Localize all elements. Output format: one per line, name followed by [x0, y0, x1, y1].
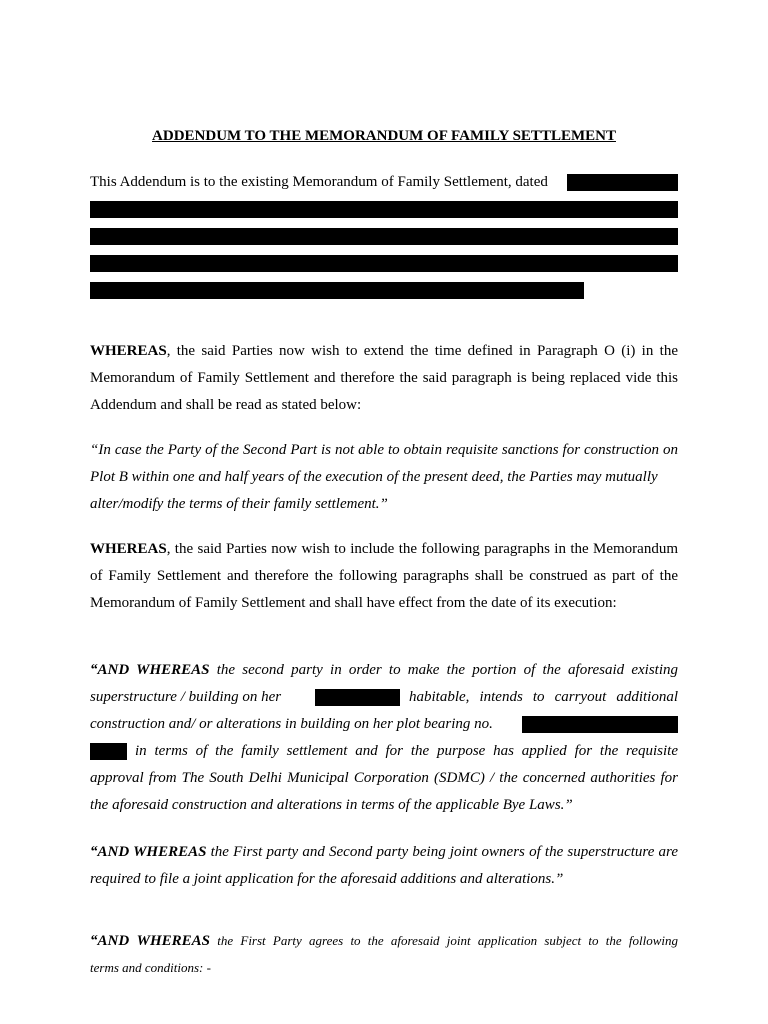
whereas-paragraph-1-line-2: Memorandum of Family Settlement and therefore the said paragraph is being replaced vide this	[90, 370, 678, 386]
redaction-bar	[567, 174, 678, 191]
whereas-paragraph-1-line-1	[90, 343, 678, 360]
clause-text: the First party and Second party being joint owners of the superstructure are	[206, 844, 678, 860]
quoted-clause-2-line-4: in terms of the family settlement and for the purpose has applied for the requisite	[135, 743, 678, 759]
quoted-clause-3-line-1	[90, 844, 678, 861]
redaction-bar	[522, 716, 678, 733]
whereas-paragraph-2-line-2: of Family Settlement and therefore the following paragraphs shall be construed as part of the	[90, 568, 678, 584]
quoted-clause-2-line-2b: habitable, intends to carryout additional	[409, 689, 678, 705]
paragraph-text: , the said Parties now wish to include the following paragraphs in the Memorandum	[166, 541, 678, 557]
quoted-clause-2-line-3: construction and/ or alterations in building on her plot bearing no.	[90, 716, 493, 732]
redaction-bar	[90, 282, 584, 299]
and-whereas-label: “AND WHEREAS	[90, 844, 207, 860]
and-whereas-label: “AND WHEREAS	[90, 662, 210, 678]
clause-text: the First Party agrees to the aforesaid joint application subject to the following	[210, 933, 678, 948]
clause-text: the second party in order to make the portion of the aforesaid existing	[209, 662, 679, 678]
and-whereas-label: “AND WHEREAS	[90, 933, 211, 949]
whereas-label: WHEREAS	[90, 343, 167, 359]
document-title: ADDENDUM TO THE MEMORANDUM OF FAMILY SETTLEMENT	[152, 128, 616, 144]
quoted-clause-2-line-6: the aforesaid construction and alterations in terms of the applicable Bye Laws.”	[90, 797, 573, 813]
redaction-bar	[315, 689, 400, 706]
quoted-clause-1-line-3: alter/modify the terms of their family settlement.”	[90, 496, 388, 512]
paragraph-text: , the said Parties now wish to extend the time defined in Paragraph O (i) in the	[166, 343, 678, 359]
quoted-clause-2-line-5: approval from The South Delhi Municipal Corporation (SDMC) / the concerned authorities for	[90, 770, 678, 786]
intro-text: This Addendum is to the existing Memorandum of Family Settlement, dated	[90, 174, 548, 190]
redaction-bar	[90, 255, 678, 272]
quoted-clause-2-line-2a: superstructure / building on her	[90, 689, 282, 705]
quoted-clause-1-line-1: “In case the Party of the Second Part is not able to obtain requisite sanctions for construction on	[90, 442, 678, 458]
quoted-clause-4-line-1	[90, 933, 678, 950]
quoted-clause-1-line-2: Plot B within one and half years of the execution of the present deed, the Parties may mutually	[90, 469, 658, 485]
whereas-paragraph-2-line-1	[90, 541, 678, 558]
quoted-clause-3-line-2: required to file a joint application for the aforesaid additions and alterations.”	[90, 871, 564, 887]
whereas-paragraph-2-line-3: Memorandum of Family Settlement and shall have effect from the date of its execution:	[90, 595, 617, 611]
redaction-bar	[90, 228, 678, 245]
redaction-bar	[90, 743, 127, 760]
quoted-clause-4-line-2: terms and conditions: -	[90, 960, 211, 975]
quoted-clause-2-line-1	[90, 662, 678, 679]
whereas-paragraph-1-line-3: Addendum and shall be read as stated below:	[90, 397, 362, 413]
redaction-bar	[90, 201, 678, 218]
whereas-label: WHEREAS	[90, 541, 167, 557]
